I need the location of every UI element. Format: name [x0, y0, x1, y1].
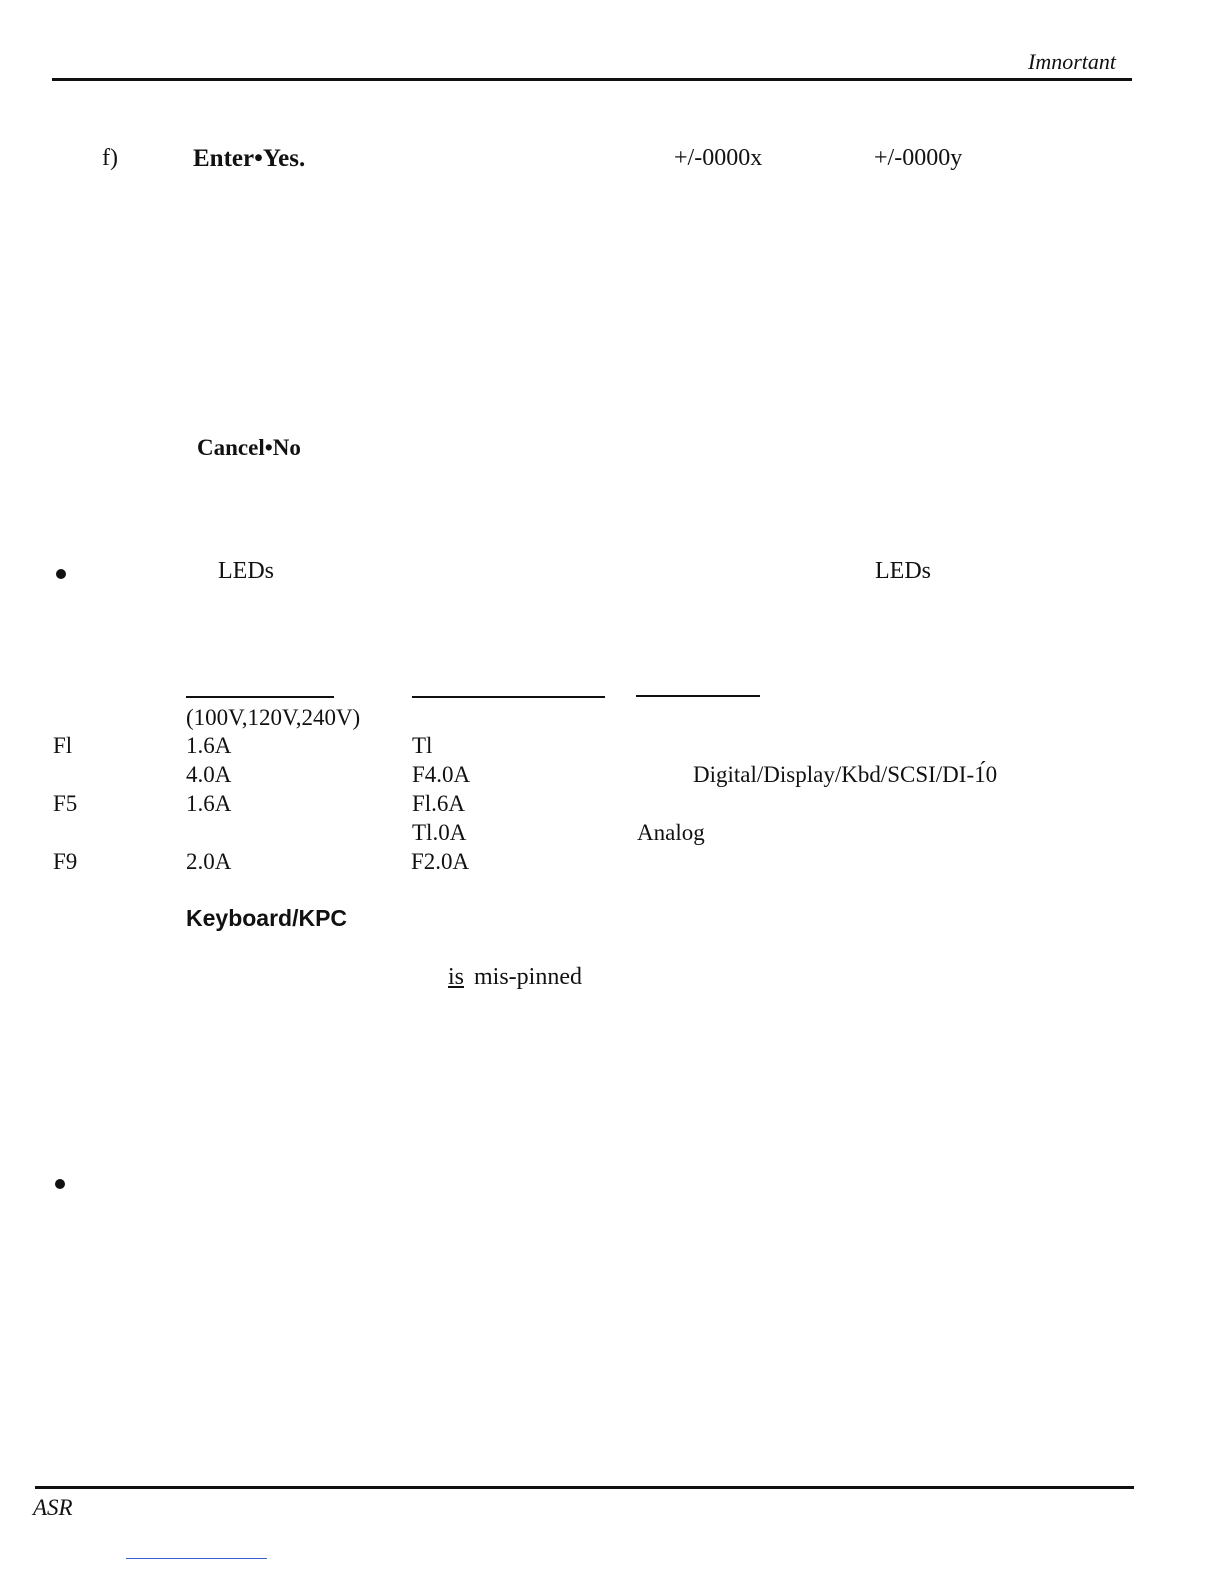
column-header-underline [412, 696, 605, 698]
voltage-header: (100V,120V,240V) [186, 705, 361, 730]
page-header-section: Imnortant [1028, 49, 1116, 74]
table-cell-type: F2.0A [411, 849, 470, 874]
table-cell-type: Tl [412, 733, 433, 758]
header-rule [52, 78, 1132, 81]
bullet-marker [55, 1179, 65, 1189]
keyboard-kpc-heading: Keyboard/KPC [186, 905, 348, 931]
table-cell-rating: 2.0A [186, 849, 232, 874]
table-cell-rating: 4.0A [186, 762, 232, 787]
offset-value-y: +/-0000y [874, 145, 963, 171]
table-cell-type: Tl.0A [412, 820, 467, 845]
table-cell-type: F4.0A [412, 762, 471, 787]
table-cell-rating: 1.6A [186, 791, 232, 816]
table-cell-fuse: F9 [53, 849, 78, 874]
table-cell-circuit: Analog [637, 820, 705, 845]
offset-value-x: +/-0000x [674, 145, 763, 171]
underlined-word: is [448, 964, 465, 990]
enter-yes-key-label: Enter•Yes. [193, 145, 306, 172]
bullet-marker [56, 569, 66, 579]
table-cell-fuse: F5 [53, 791, 78, 816]
cancel-no-key-label: Cancel•No [197, 435, 301, 460]
footer-link-underline [126, 1558, 267, 1559]
footer-label: ASR [33, 1495, 73, 1520]
table-cell-fuse: Fl [53, 733, 73, 758]
column-header-underline [186, 696, 334, 698]
leds-label-left: LEDs [218, 558, 274, 584]
footer-rule [35, 1486, 1134, 1489]
leds-label-right: LEDs [875, 558, 931, 584]
table-cell-rating: 1.6A [186, 733, 232, 758]
mis-pinned-text: mis-pinned [474, 964, 582, 990]
step-marker: f) [102, 145, 118, 171]
column-header-underline [636, 695, 760, 697]
table-cell-type: Fl.6A [412, 791, 466, 816]
table-cell-circuit: Digital/Display/Kbd/SCSI/DI-1́0 [693, 762, 998, 787]
